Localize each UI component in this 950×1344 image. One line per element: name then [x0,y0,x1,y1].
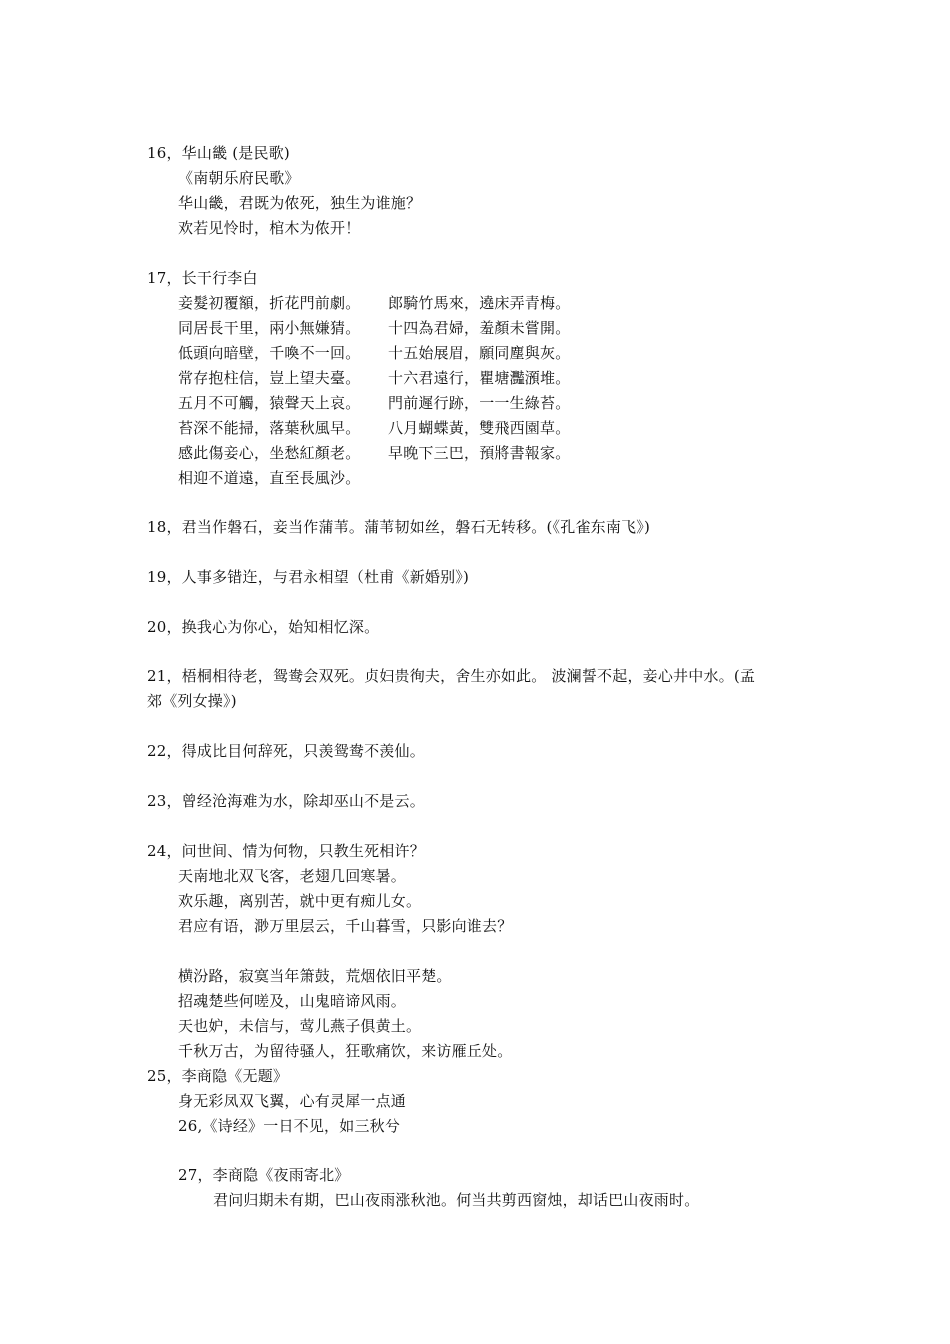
poem-20: 20，换我心为你心，始知相忆深。 [147,618,380,636]
poem-25-heading: 25，李商隐《无题》 [147,1067,289,1085]
poem-17-line: 十六君遠行，瞿塘灩澦堆。 [388,369,571,387]
poem-17-line: 低頭向暗壁，千喚不一回。 [178,344,361,362]
poem-16-line: 华山畿，君既为侬死，独生为谁施？ [178,194,422,212]
poem-24-line: 天也妒，未信与，莺儿燕子俱黄土。 [178,1017,422,1035]
poem-17-line: 常存抱柱信，豈上望夫臺。 [178,369,361,387]
poem-17-line: 八月蝴蝶黃，雙飛西園草。 [388,419,571,437]
poem-24-line: 天南地北双飞客，老翅几回寒暑。 [178,867,407,885]
poem-24-line: 招魂楚些何嗟及，山鬼暗谛风雨。 [178,992,407,1010]
poem-17-line: 門前遲行跡，一一生綠苔。 [388,394,571,412]
poem-26: 26,《诗经》一日不见，如三秋兮 [178,1117,401,1135]
poem-17-line: 苔深不能掃，落葉秋風早。 [178,419,361,437]
poem-22: 22，得成比目何辞死，只羡鸳鸯不羡仙。 [147,742,425,760]
poem-25-line: 身无彩凤双飞翼，心有灵犀一点通 [178,1092,407,1110]
poem-16-line: 欢若见怜时，棺木为侬开！ [178,219,361,237]
poem-23: 23，曾经沧海难为水，除却巫山不是云。 [147,792,425,810]
poem-24-heading: 24，问世间、情为何物，只教生死相许？ [147,842,425,860]
poem-17-line: 相迎不道遠，直至長風沙。 [178,469,361,487]
poem-27-heading: 27，李商隐《夜雨寄北》 [178,1166,350,1184]
poem-17-line: 同居長干里，兩小無嫌猜。 [178,319,361,337]
poem-16-heading: 16，华山畿 (是民歌) [147,144,290,162]
poem-24-line: 千秋万古，为留待骚人，狂歌痛饮，来访雁丘处。 [178,1042,513,1060]
poem-17-line: 感此傷妾心，坐愁紅顏老。 [178,444,361,462]
poem-17-line: 早晚下三巴，預將書報家。 [388,444,571,462]
poem-19: 19，人事多错迕，与君永相望（杜甫《新婚别》) [147,568,470,586]
poem-17-line: 郎騎竹馬來，遶床弄青梅。 [388,294,571,312]
poem-17-line: 五月不可觸，猿聲天上哀。 [178,394,361,412]
poem-21-line2: 郊《列女操》) [147,692,237,710]
poem-24-line: 君应有语，渺万里层云，千山暮雪，只影向谁去？ [178,917,513,935]
poem-17-heading: 17，长干行李白 [147,269,258,287]
poem-17-line: 妾髮初覆額，折花門前劇。 [178,294,361,312]
poem-17-line: 十五始展眉，願同塵與灰。 [388,344,571,362]
poem-27-line: 君问归期未有期，巴山夜雨涨秋池。何当共剪西窗烛，却话巴山夜雨时。 [213,1191,700,1209]
poem-16-source: 《南朝乐府民歌》 [178,169,300,187]
poem-24-line: 欢乐趣，离别苦，就中更有痴儿女。 [178,892,422,910]
poem-18: 18，君当作磐石，妾当作蒲苇。蒲苇韧如丝，磐石无转移。(《孔雀东南飞》) [147,518,650,536]
poem-24-line: 横汾路，寂寞当年箫鼓，荒烟依旧平楚。 [178,967,452,985]
poem-21-line1: 21，梧桐相待老，鸳鸯会双死。贞妇贵徇夫，舍生亦如此。 波澜誓不起，妾心井中水。(孟 [147,667,756,685]
poem-17-line: 十四為君婦，羞顏未嘗開。 [388,319,571,337]
